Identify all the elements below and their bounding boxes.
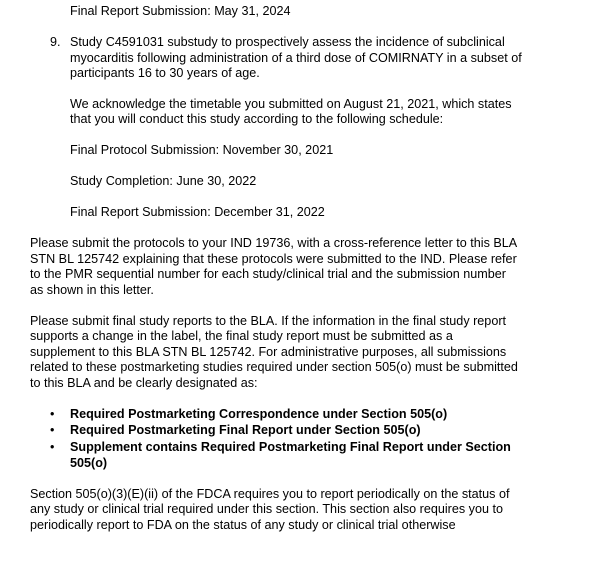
study-completion: Study Completion: June 30, 2022 xyxy=(70,174,257,188)
final-report-submission-may: Final Report Submission: May 31, 2024 xyxy=(70,4,291,18)
final-report-submission-december: Final Report Submission: December 31, 2022 xyxy=(70,205,325,219)
bullet-item-3-line-2: 505(o) xyxy=(70,456,108,470)
bullet-dot: • xyxy=(50,407,55,421)
para2-line-4: related to these postmarketing studies required under section 505(o) must be submitted xyxy=(30,360,518,374)
item-9-line-3: participants 16 to 30 years of age. xyxy=(70,66,260,80)
para2-line-3: supplement to this BLA STN BL 125742. For administrative purposes, all submissions xyxy=(30,345,507,359)
para2-line-5: to this BLA and be clearly designated as: xyxy=(30,376,258,390)
final-protocol-submission: Final Protocol Submission: November 30, 2021 xyxy=(70,143,334,157)
item-9-line-2: myocarditis following administration of a third dose of COMIRNATY in a subset of xyxy=(70,51,522,65)
para1-line-3: to the PMR sequential number for each study/clinical trial and the submission number xyxy=(30,267,507,281)
bullet-dot: • xyxy=(50,423,55,437)
acknowledge-line-2: that you will conduct this study according to the following schedule: xyxy=(70,112,444,126)
para2-line-1: Please submit final study reports to the BLA. If the information in the final study report xyxy=(30,314,507,328)
para1-line-2: STN BL 125742 explaining that these protocols were submitted to the IND. Please refer xyxy=(30,252,517,266)
para3-line-2: any study or clinical trial required under this section. This section also requires you to xyxy=(30,502,503,516)
item-9-number: 9. xyxy=(50,35,61,49)
bullet-item-2: Required Postmarketing Final Report under Section 505(o) xyxy=(70,423,421,437)
acknowledge-line-1: We acknowledge the timetable you submitted on August 21, 2021, which states xyxy=(70,97,512,111)
para2-line-2: supports a change in the label, the final study report must be submitted as a xyxy=(30,329,453,343)
bullet-item-3-line-1: Supplement contains Required Postmarketing Final Report under Section xyxy=(70,440,511,454)
item-9-line-1: Study C4591031 substudy to prospectively assess the incidence of subclinical xyxy=(70,35,505,49)
bullet-item-1: Required Postmarketing Correspondence under Section 505(o) xyxy=(70,407,448,421)
para3-line-3: periodically report to FDA on the status of any study or clinical trial otherwise xyxy=(30,518,456,532)
para3-line-1: Section 505(o)(3)(E)(ii) of the FDCA requires you to report periodically on the status of xyxy=(30,487,510,501)
bullet-dot: • xyxy=(50,440,55,454)
para1-line-1: Please submit the protocols to your IND 19736, with a cross-reference letter to this BLA xyxy=(30,236,518,250)
para1-line-4: as shown in this letter. xyxy=(30,283,154,297)
